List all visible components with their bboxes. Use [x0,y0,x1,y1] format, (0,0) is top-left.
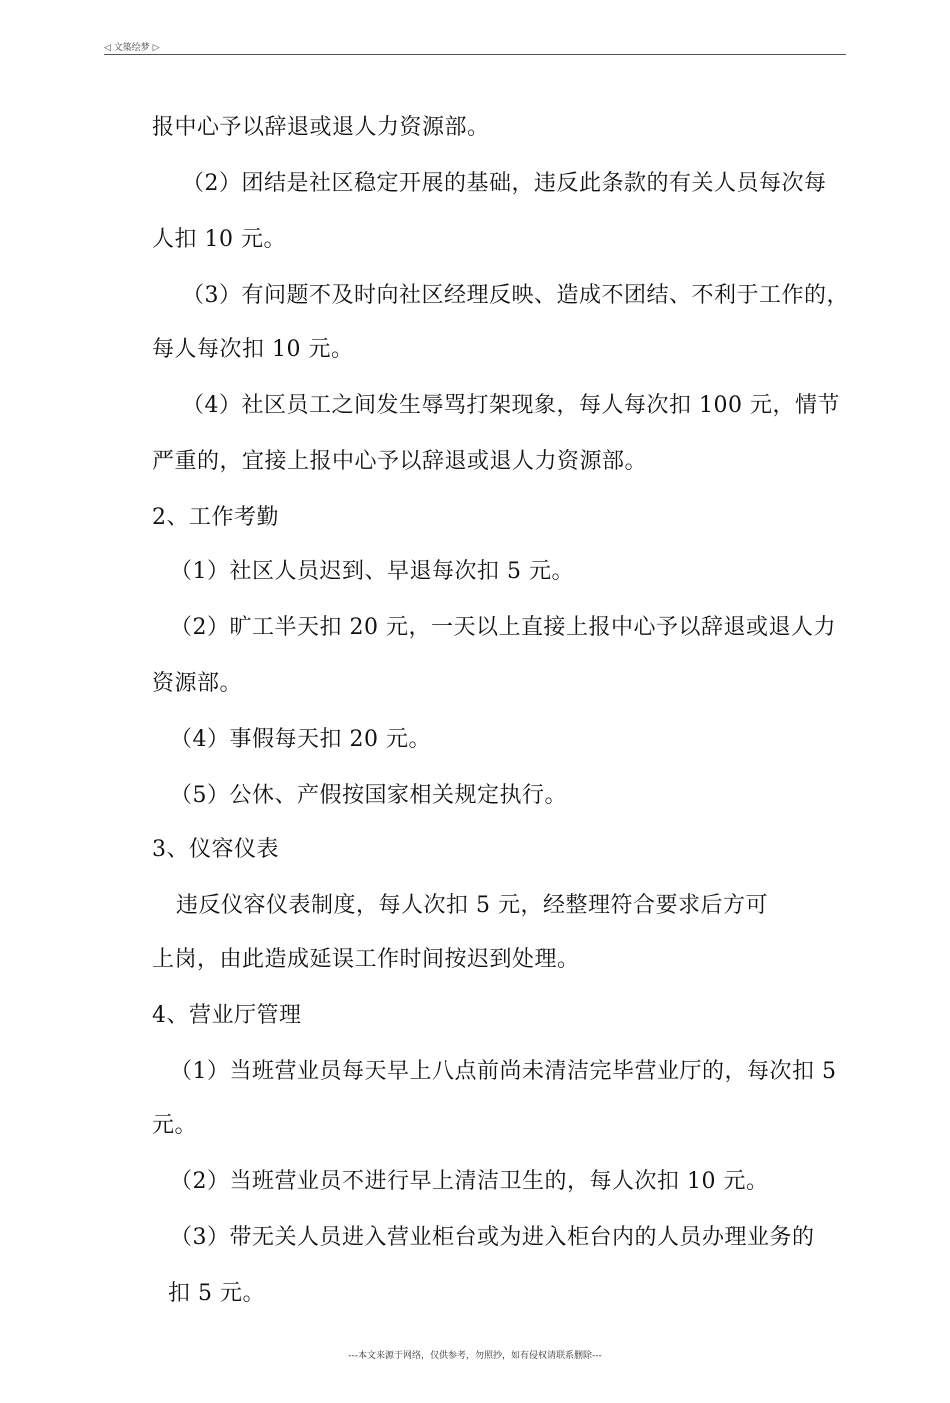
text-line: 上岗，由此造成延误工作时间按迟到处理。 [152,947,580,972]
text-line: （2）当班营业员不进行早上清洁卫生的，每人次扣 10 元。 [170,1169,769,1194]
text-line: 资源部。 [152,671,243,696]
text-line: （4）社区员工之间发生辱骂打架现象，每人每次扣 100 元，情节 [182,393,840,418]
text-line: （2）旷工半天扣 20 元，一天以上直接上报中心予以辞退或退人力 [170,615,836,640]
text-line: （4）事假每天扣 20 元。 [170,727,431,752]
text-line: （1）当班营业员每天早上八点前尚未清洁完毕营业厅的，每次扣 5 [170,1059,837,1084]
section-heading: 3、仪容仪表 [152,837,279,862]
text-line: （3）带无关人员进入营业柜台或为进入柜台内的人员办理业务的 [170,1225,815,1250]
text-line: 违反仪容仪表制度，每人次扣 5 元，经整理符合要求后方可 [176,893,768,918]
text-line: （2）团结是社区稳定开展的基础，违反此条款的有关人员每次每 [182,171,827,196]
text-line: （1）社区人员迟到、早退每次扣 5 元。 [170,559,574,584]
text-line: 元。 [152,1113,198,1138]
text-line: 严重的，宜接上报中心予以辞退或退人力资源部。 [152,449,648,474]
section-heading: 2、工作考勤 [152,505,279,530]
text-line: 扣 5 元。 [168,1281,265,1306]
section-heading: 4、营业厅管理 [152,1003,302,1028]
header-divider [104,54,846,55]
page-header: ◁ 文築绘梦 ▷ [104,43,160,53]
text-line: 报中心予以辞退或退人力资源部。 [152,115,490,140]
text-line: 人扣 10 元。 [152,227,286,252]
text-line: （3）有问题不及时向社区经理反映、造成不团结、不利于工作的， [182,283,849,308]
text-line: （5）公休、产假按国家相关规定执行。 [170,783,567,808]
text-line: 每人每次扣 10 元。 [152,337,354,362]
page-footer: ---本文来源于网络，仅供参考，勿照抄，如有侵权请联系删除--- [348,1351,602,1361]
